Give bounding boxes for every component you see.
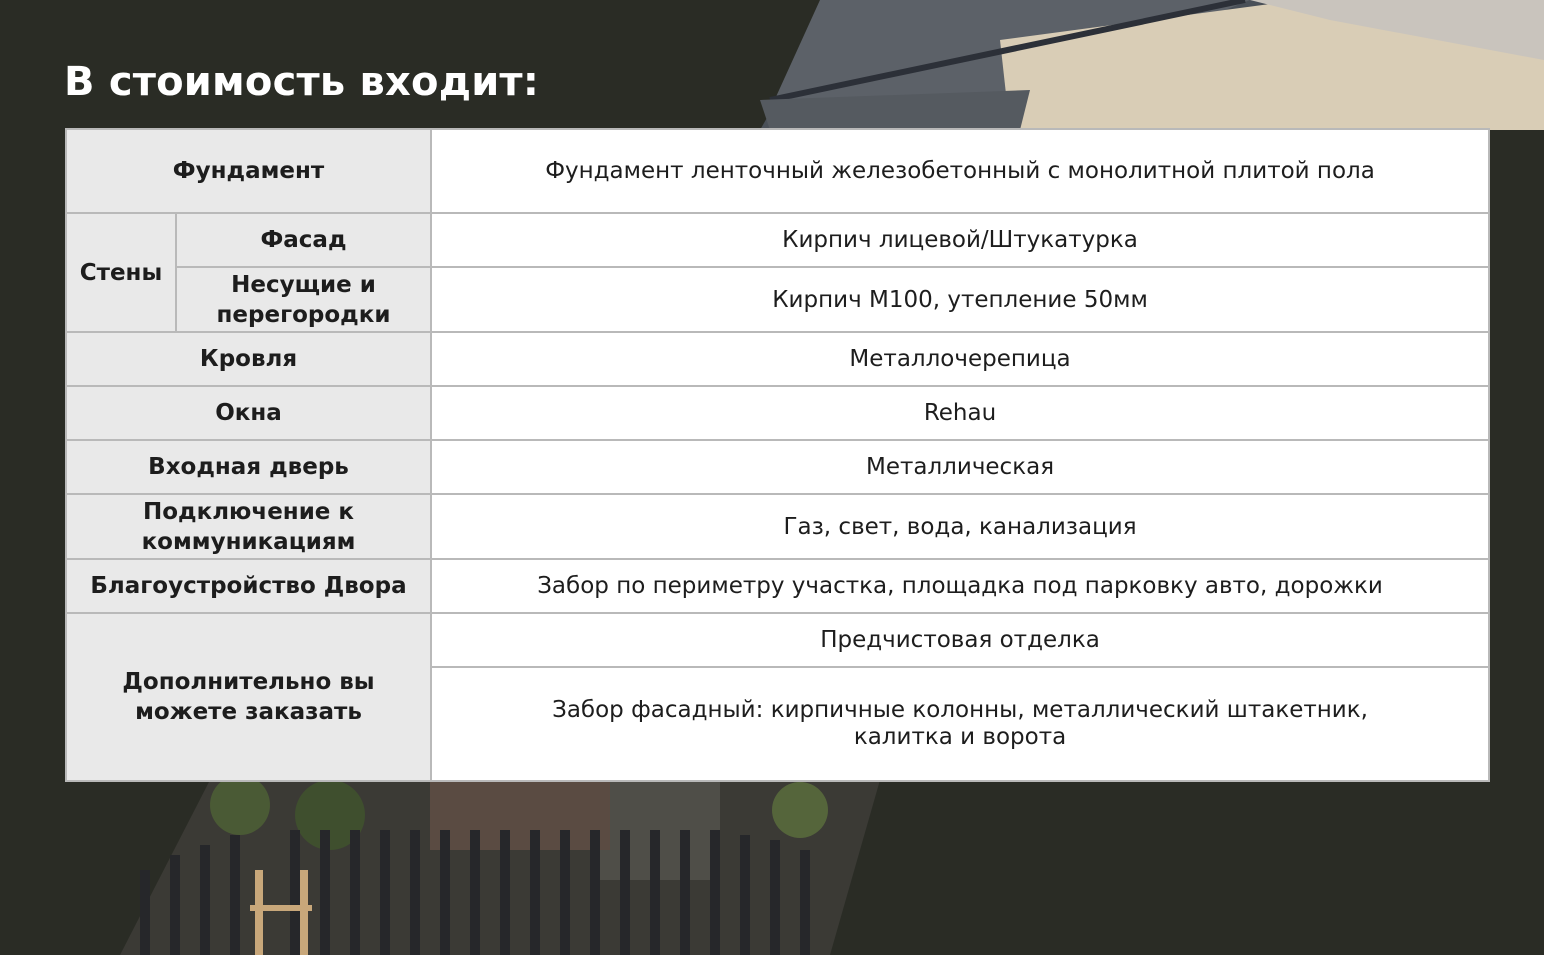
table-row xyxy=(66,559,1489,613)
table-row xyxy=(66,129,1489,213)
facade-value: Кирпич лицевой/Штукатурка xyxy=(431,213,1489,267)
windows-value: Rehau xyxy=(431,386,1489,440)
extras-option: Предчистовая отделка xyxy=(431,613,1489,667)
roof-value: Металлочерепица xyxy=(431,332,1489,386)
bearing-walls-value: Кирпич М100, утепление 50мм xyxy=(431,267,1489,332)
table-row xyxy=(66,494,1489,559)
spec-table xyxy=(65,128,1490,782)
page-title: В стоимость входит: xyxy=(64,59,540,105)
table-row xyxy=(66,440,1489,494)
entrance-door-label: Входная дверь xyxy=(66,440,431,494)
extras-label: Дополнительно вы можете заказать xyxy=(66,613,431,781)
table-row xyxy=(66,386,1489,440)
table-row xyxy=(66,332,1489,386)
facade-label: Фасад xyxy=(176,213,431,267)
table-row xyxy=(66,613,1489,667)
table-row xyxy=(66,267,1489,332)
utilities-label: Подключение к коммуникациям xyxy=(66,494,431,559)
bearing-walls-label: Несущие и перегородки xyxy=(176,267,431,332)
windows-label: Окна xyxy=(66,386,431,440)
utilities-value: Газ, свет, вода, канализация xyxy=(431,494,1489,559)
landscaping-label: Благоустройство Двора xyxy=(66,559,431,613)
extras-option: Забор фасадный: кирпичные колонны, металлический штакетник, калитка и ворота xyxy=(431,667,1489,781)
landscaping-value: Забор по периметру участка, площадка под парковку авто, дорожки xyxy=(431,559,1489,613)
foundation-value: Фундамент ленточный железобетонный с монолитной плитой пола xyxy=(431,129,1489,213)
roof-label: Кровля xyxy=(66,332,431,386)
entrance-door-value: Металлическая xyxy=(431,440,1489,494)
foundation-label: Фундамент xyxy=(66,129,431,213)
walls-label: Стены xyxy=(66,213,176,332)
table-row xyxy=(66,213,1489,267)
